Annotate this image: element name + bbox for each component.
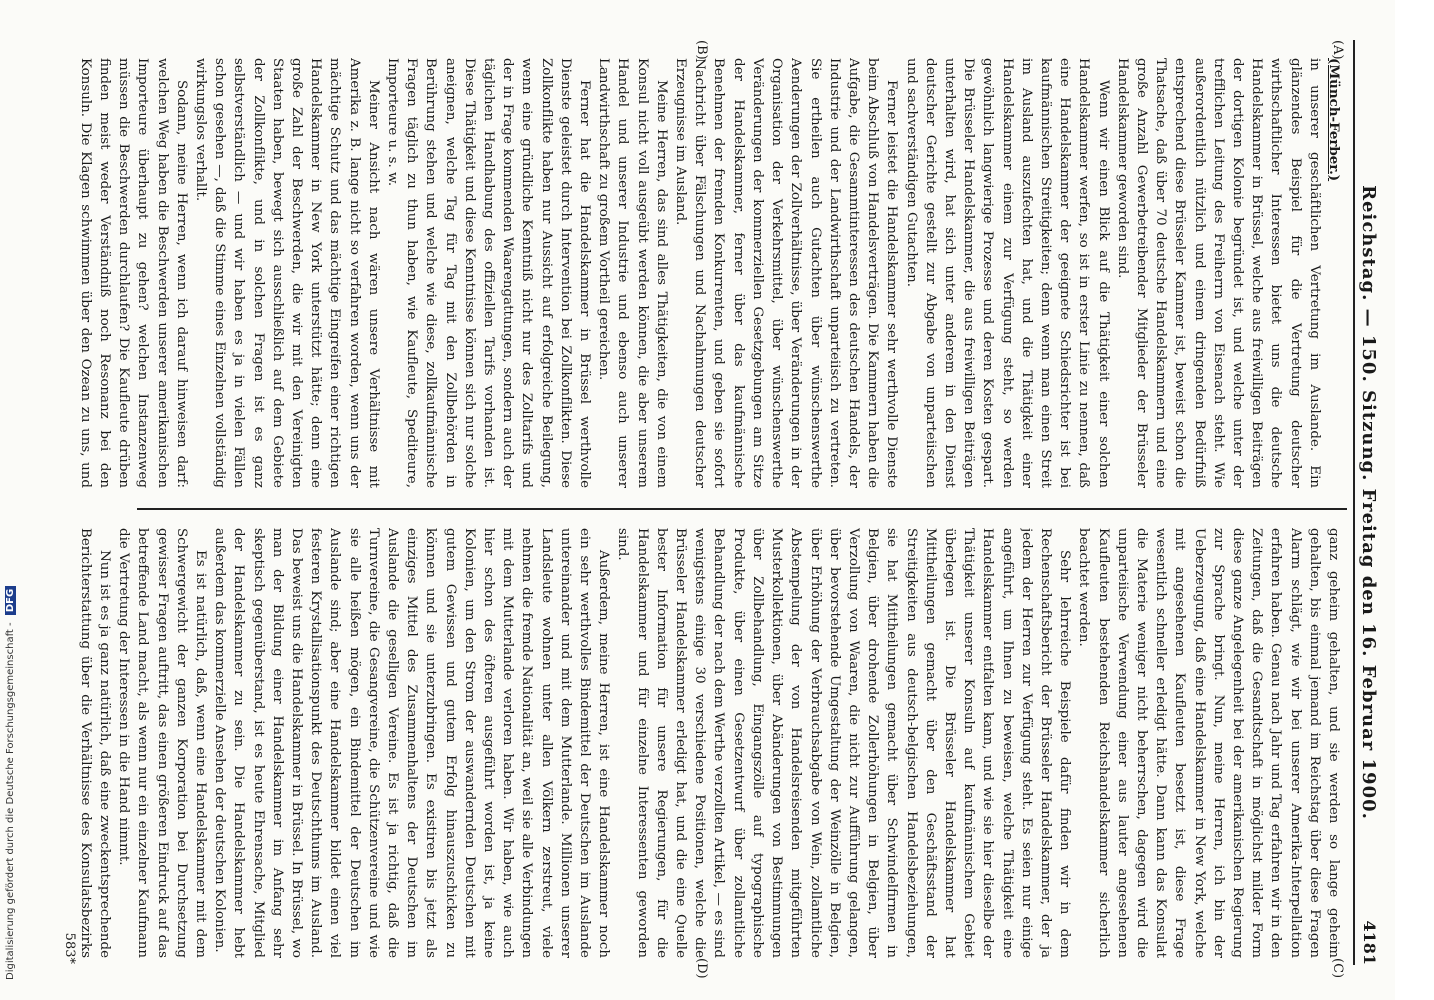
margin-marker-b: (B) [694,40,709,60]
paragraph: Ferner leistet die Handelskammer sehr werthvolle Dienste beim Abschluß von Handelsverträgen. Die Kammern haben die Aufgabe, die Gesammtinteressen des deutschen Handels, der Industrie und der Landwirthschaft unparteiisch zu vertreten. Sie ertheilen auch Gutachten über wünschenswerthe Aenderungen der Zollverhältnisse, über Veränderungen in der Organisation der Verkehrsmittel, über wünschenswerthe Veränderungen der kommerziellen Gesetzgebungen am Sitze der Handelskammer, ferner über das kaufmännische Benehmen der fremden Konkurrenten, und geben sie sofort Nachricht über Fälschungen und Nachahmungen deutscher Erzeugnisse im Ausland. [673,58,900,488]
margin-marker-a: (A) [1330,40,1345,60]
paragraph: Meiner Ansicht nach wären unsere Verhältnisse mit Amerika z. B. lange nicht so verfahren worden, wenn uns der mächtige Schutz und das mächtige Eingreifen einer richtigen Handelskammer in New York unterstützt hätte; denn eine große Zahl der Beschwerden, die wir mit den Vereinigten Staaten haben, bewegt sich ausschließlich auf dem Gebiete der Zollkonflikte, und in solchen Fragen ist es ganz selbstverständlich — und wir haben es ja in vielen Fällen schon gesehen —, daß die Stimme eines Einzelnen vollständig wirkungslos verhallt. [193,58,381,488]
paragraph: Sodann, meine Herren, wenn ich darauf hinweisen darf: welchen Weg haben die Beschwerden unserer amerikanischen Importeure überhaupt zu gehen? welchen Instanzenweg müssen die Beschwerden durchlaufen? Die Kaufleute drüben finden meist weder Verständniß noch Resonanz bei den Konsuln. Die Klagen schwimmen über den Ozean zu uns, und [77,58,189,488]
paragraph: Es ist natürlich, daß, wenn eine Handelskammer mit dem Schwergewicht der ganzen Korporation bei Durchsetzung gewisser Fragen auftritt, das einen größeren Eindruck auf das betreffende Land macht, als wenn nur ein einzelner Kaufmann die Vertretung der Interessen in die Hand nimmt. [116,528,209,958]
speaker-label: (Münch-Ferber.) [1326,58,1342,182]
margin-marker-d: (D) [694,958,709,979]
page-number: 4181 [1360,920,1379,965]
margin-marker-c: (C) [1330,958,1345,979]
paragraph: Außerdem, meine Herren, ist eine Handelskammer noch ein sehr werthvolles Bindemittel der Deutschen im Auslande untereinander und mit dem Mutterlande. Millionen unserer Landsleute wohnen unter allen Völkern zerstreut, viele nehmen die fremde Nationalität an, weil sie alle Verbindungen mit dem Mutterlande verloren haben. Wir haben, wie auch hier schon des öfteren ausgeführt worden ist, ja keine Kolonien, um den Strom der auswandernden Deutschen mit gutem Gewissen und gutem Erfolg hinauszuschicken zu können und sie unterzubringen. Es existiren bis jetzt als einziges Mittel des Zusammenhaltens der Deutschen im Auslande die geselligen Vereine. Es ist ja richtig, daß die Turnvereine, die Gesangvereine, die Schützenvereine und wie sie alle heißen mögen, ein Bindemittel der Deutschen im Auslande sind; aber eine Handelskammer bildet einen viel festeren Krystallisationspunkt des Deutschthums im Ausland. Das beweist uns die Handelskammer in Brüssel. In Brüssel, wo man der Bildung einer Handelskammer im Anfang sehr skeptisch gegenüberstand, ist es heute Ehrensache, Mitglied der Handelskammer zu sein. Die Handelskammer hebt außerdem das kommerzielle Ansehen der deutschen Kolonien. [212,528,612,958]
left-column [73,58,1343,488]
running-title: Reichstag. — 150. Sitzung. Freitag den 16. Februar 1900. [1358,185,1379,820]
left-column-text [73,58,1324,488]
paragraph: Meine Herren, das sind alles Thätigkeiten, die von einem Konsul nicht voll ausgeübt werden können, die aber unserem Handel und unserer Industrie und ebenso auch unserer Landwirthschaft zu großem Vortheil gereichen. [596,58,669,488]
credit-text: Digitalisierung gefördert durch die Deutsche Forschungsgemeinschaft - [5,622,16,980]
sheet-number: 583* [62,932,77,964]
page-header [1353,40,1381,965]
digitization-credit [5,0,19,980]
right-column [73,528,1343,958]
dfg-logo: DFG [5,586,16,615]
paragraph: ganz geheim gehalten, und sie werden so lange geheim gehalten, bis einmal jemand im Reichstag über diese Fragen Alarm schlägt, wie wir bei unserer Amerika-Interpellation erfahren haben. Genau nach Jahr und Tag erfahren wir in den Zeitungen, daß die Gesandtschaft in möglichst milder Form diese ganze Angelegenheit bei der amerikanischen Regierung zur Sprache bringt. Nun, meine Herren, ich bin der Ueberzeugung, daß eine Handelskammer in New York, welche mit angesehenen Kaufleuten besetzt ist, diese Frage wesentlich schneller erledigt hätte. Dann kann das Konsulat die Materie weniger nicht beherrschen, dagegen wird die unparteiische Verwendung einer aus lauter angesehenen Kaufleuten bestehenden Reichshandelskammer sicherlich beachtet werden. [1076,528,1341,958]
paragraph: Wenn wir einen Blick auf die Thätigkeit einer solchen Handelskammer werfen, so ist in erster Linie zu nennen, daß eine Handelskammer der geeignete Schiedsrichter ist bei kaufmännischen Streitigkeiten; denn wenn man einen Streit im Ausland auszufechten hat, und die Thätigkeit einer Handelskammer einem zur Verfügung steht, so werden gewöhnlich langwierige Prozesse und deren Kosten gespart. Die Brüsseler Handelskammer, die aus freiwilligen Beiträgen unterhalten wird, hat sich unter anderem in den Dienst deutscher Gerichte gestellt zur Abgabe von unparteiischen und sachverständigen Gutachten. [903,58,1111,488]
right-column-text [73,528,1343,958]
paragraph: Nun ist es ja ganz natürlich, daß eine zweckentsprechende Berichterstattung über die Verhältnisse des Konsulatsbezirks [77,528,112,958]
paragraph: Sehr lehrreiche Beispiele dafür finden wir in dem Rechenschaftsbericht der Brüsseler Handelskammer, der ja jedem der Herren zur Verfügung steht. Es seien nur einige angeführt, um Ihnen zu beweisen, welche Thätigkeit eine Handelskammer entfalten kann, und wie sie hier dieselbe der Thätigkeit unserer Konsuln auf kaufmännischem Gebiet überlegen ist. Die Brüsseler Handelskammer hat Mittheilungen gemacht über den Geschäftsstand der Streitigkeiten aus deutsch-belgischen Handelsbeziehungen, sie hat Mittheilungen gemacht über Schwindelfirmen in Belgien, über drohende Zollerhöhungen in Belgien, über Verzollung von Waaren, die nicht zur Aufführung gelangen, über bevorstehende Umgestaltung der Weinzölle in Belgien, über Erhöhung der Verbrauchsabgabe von Wein, zollamtliche Abstempelung der von Handelsreisenden mitgeführten Musterkollektionen, über Abänderungen von Bestimmungen über Zollbehandlung, Eingangszölle auf typographische Produkte, über einen Gesetzentwurf über zollamtliche Behandlung der nach dem Werthe verzollten Artikel, — es sind wenigstens einige 30 verschiedene Positionen, welche die Brüsseler Handelskammer erledigt hat, und die eine Quelle bester Information für unsere Regierungen, für die Handelskammer und für einzelne Interessenten geworden sind. [615,528,1073,958]
paragraph: in unserer geschäftlichen Vertretung im Auslande. Ein glänzendes Beispiel für die Vertretung deutscher wirthschaftlicher Interessen bietet uns die deutsche Handelskammer in Brüssel, welche aus freiwilligen Beiträgen der dortigen Kolonie begründet ist, und welche unter der trefflichen Leitung des Freiherrn von Eisenach steht. Wie außerordentlich nützlich und einem dringenden Bedürfniß entsprechend diese Brüsseler Kammer ist, beweist schon die Thatsache, daß über 70 deutsche Handelskammern und eine große Anzahl Gewerbetreibender Mitglieder der Brüsseler Handelskammer geworden sind. [1114,58,1322,488]
paragraph: Ferner hat die Handelskammer in Brüssel werthvolle Dienste geleistet durch Intervention bei Zollkonflikten. Diese Zollkonflikte haben nur Aussicht auf erfolgreiche Beilegung, wenn eine gründliche Kenntniß nicht nur des Zolltarifs und der in Frage kommenden Waarengattungen, sondern auch der täglichen Handhabung des offiziellen Tarifs vorhanden ist. Diese Thätigkeit und diese Kenntnisse können sich nur solche aneignen, welche Tag für Tag mit den Zollbehörden in Berührung stehen und welche wie diese, zollkaufmännische Fragen täglich zu thun haben, wie Kaufleute, Spediteure, Importeure u. s. w. [385,58,593,488]
column-divider [137,508,1347,510]
